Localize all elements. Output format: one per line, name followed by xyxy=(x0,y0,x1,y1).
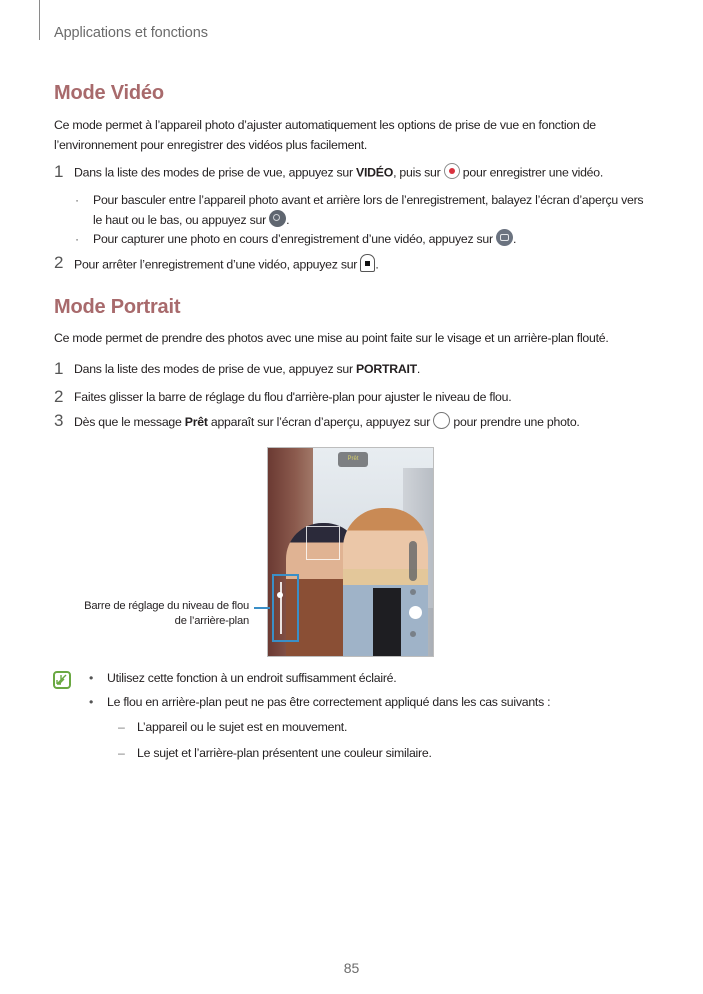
video-intro: Ce mode permet à l’appareil photo d’ajuster automatiquement les options de prise de vue en fonction de l’environnement pour enregistrer des vidéos plus facilement. xyxy=(54,118,596,152)
bullet-text xyxy=(93,229,655,249)
text: pour prendre une photo. xyxy=(450,414,580,429)
bullet-mark: • xyxy=(89,671,94,685)
text: Dans la liste des modes de prise de vue, appuyez sur xyxy=(74,165,357,180)
capture-icon xyxy=(496,229,513,246)
portrait-preview-screenshot xyxy=(267,447,434,657)
shutter-button[interactable] xyxy=(409,606,422,619)
text: Pour capturer une photo en cours d’enregistrement d’une vidéo, appuyez sur xyxy=(93,232,497,246)
sub-bullet-text: Le sujet et l’arrière-plan présentent une couleur similaire. xyxy=(137,746,432,760)
bullet-text: Utilisez cette fonction à un endroit suffisamment éclairé. xyxy=(107,671,397,685)
note-pen-glyph xyxy=(55,673,68,686)
portrait-intro: Ce mode permet de prendre des photos avec une mise au point faite sur le visage et un arrière-plan flouté. xyxy=(54,331,609,345)
callout-line-1: Barre de réglage du niveau de flou xyxy=(84,600,249,612)
text: Dans la liste des modes de prise de vue, appuyez sur xyxy=(74,362,357,376)
bold-term: VIDÉO xyxy=(356,165,394,180)
blur-slider-knob[interactable] xyxy=(277,592,283,598)
step-number: 1 xyxy=(54,162,64,181)
bold-term: Prêt xyxy=(184,414,208,429)
dash-mark: – xyxy=(118,720,125,734)
text: apparaît sur l’écran d’aperçu, appuyez sur xyxy=(207,414,434,429)
header-rule xyxy=(39,0,40,40)
text: Dès que le message xyxy=(74,414,185,429)
callout-line-2: de l’arrière-plan xyxy=(174,615,249,627)
face-detection-box xyxy=(306,526,340,560)
shutter-icon xyxy=(433,412,450,429)
zoom-control[interactable] xyxy=(409,541,417,581)
bullet-text: Le flou en arrière-plan peut ne pas être correctement appliqué dans les cas suivants : xyxy=(107,695,551,709)
step-text xyxy=(74,165,603,181)
bullet-mark: • xyxy=(89,695,94,709)
chapter-title: Applications et fonctions xyxy=(54,25,208,41)
text: Pour basculer entre l’appareil photo avant et arrière lors de l’enregistrement, balayez l’écran d’aperçu vers le haut ou le bas, ou appuyez sur xyxy=(93,193,644,227)
bullet-mark: · xyxy=(75,232,79,246)
video-bullet-1 xyxy=(75,190,655,230)
bold-term: PORTRAIT xyxy=(356,362,417,376)
text: . xyxy=(513,232,517,246)
blur-slider-callout xyxy=(54,599,249,629)
bullet-text xyxy=(93,190,655,230)
sub-bullet-text: L’appareil ou le sujet est en mouvement. xyxy=(137,720,348,734)
switch-camera-icon xyxy=(269,210,286,227)
note-icon xyxy=(53,671,71,689)
background-blur-slider[interactable] xyxy=(272,574,299,642)
section-title-portrait: Mode Portrait xyxy=(54,296,181,318)
text: . xyxy=(286,213,290,227)
video-bullet-2 xyxy=(75,229,655,249)
step-number: 2 xyxy=(54,387,64,406)
step-text: Faites glisser la barre de réglage du flou d'arrière-plan pour ajuster le niveau de flou. xyxy=(74,390,512,404)
person-right-shirt xyxy=(373,588,401,657)
step-text xyxy=(74,414,580,431)
control-dot[interactable] xyxy=(410,589,416,595)
step-number: 2 xyxy=(54,253,64,272)
callout-line xyxy=(254,607,270,609)
text: , puis sur xyxy=(393,165,444,180)
section-title-video: Mode Vidéo xyxy=(54,82,164,104)
blur-slider-track[interactable] xyxy=(280,582,282,634)
dash-mark: – xyxy=(118,746,125,760)
bullet-mark: · xyxy=(75,193,79,207)
record-icon xyxy=(444,163,460,179)
text: Pour arrêter l’enregistrement d’une vidéo, appuyez sur xyxy=(74,257,361,272)
step-text xyxy=(74,362,420,376)
page-number: 85 xyxy=(343,960,360,976)
ready-badge: Prêt xyxy=(338,452,368,467)
stop-icon xyxy=(360,254,375,272)
control-dot[interactable] xyxy=(410,631,416,637)
text: . xyxy=(416,362,421,376)
step-text xyxy=(74,256,379,274)
step-number: 1 xyxy=(54,359,64,378)
text: . xyxy=(375,257,379,272)
step-number: 3 xyxy=(54,411,64,430)
text: pour enregistrer une vidéo. xyxy=(459,165,604,180)
right-controls xyxy=(409,541,419,641)
